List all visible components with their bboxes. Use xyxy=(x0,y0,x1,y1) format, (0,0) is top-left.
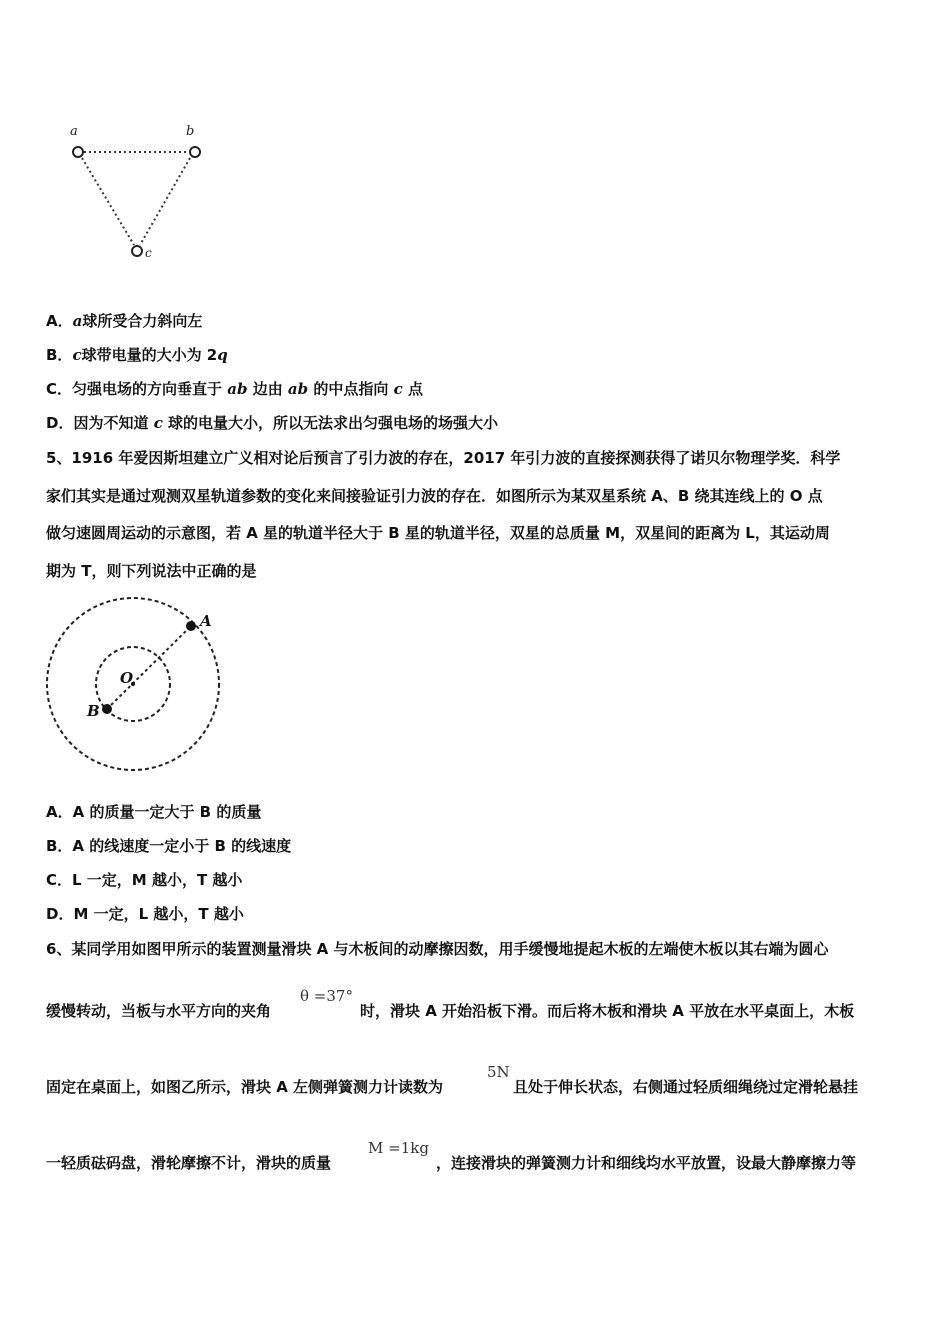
ball-c xyxy=(132,246,142,256)
q6-stem-line3a: 固定在桌面上，如图乙所示，滑块 A 左侧弹簧测力计读数为 xyxy=(46,1078,444,1096)
q5-stem-line2: 家们其实是通过观测双星轨道参数的变化来间接验证引力波的存在．如图所示为某双星系统 A、B 绕其连线上的 O 点 xyxy=(46,487,823,505)
math-theta-angle: θ =37° xyxy=(300,987,353,1005)
q6-stem-line4b: ，连接滑块的弹簧测力计和细线均水平放置，设最大静摩擦力等 xyxy=(436,1154,857,1172)
q6-stem-line2b: 时，滑块 A 开始沿板下滑。而后将木板和滑块 A 平放在水平桌面上，木板 xyxy=(360,1002,855,1020)
q5-stem-line1: 5、1916 年爱因斯坦建立广义相对论后预言了引力波的存在，2017 年引力波的直接探测获得了诺贝尔物理学奖．科学 xyxy=(46,449,841,467)
label-star-b: B xyxy=(87,702,100,720)
q4-option-a: A．a球所受合力斜向左 xyxy=(46,312,203,330)
label-center-o: O xyxy=(120,669,134,687)
q6-stem-line1: 6、某同学用如图甲所示的装置测量滑块 A 与木板间的动摩擦因数，用手缓慢地提起木板的左端使木板以其右端为圆心 xyxy=(46,940,829,958)
ac-dotted-line xyxy=(82,158,134,245)
q5-option-a: A．A 的质量一定大于 B 的质量 xyxy=(46,803,262,821)
q5-option-d: D．M 一定，L 越小，T 越小 xyxy=(46,905,244,923)
ball-a xyxy=(73,147,83,157)
q4-option-d: D．因为不知道 c 球的电量大小，所以无法求出匀强电场的场强大小 xyxy=(46,414,499,432)
q6-stem-line3b: 且处于伸长状态，右侧通过轻质细绳绕过定滑轮悬挂 xyxy=(513,1078,859,1096)
label-c: c xyxy=(145,246,152,260)
figure-binary-star xyxy=(40,592,230,777)
connecting-line xyxy=(107,627,190,709)
math-block-mass: M =1kg xyxy=(368,1139,429,1157)
q5-stem-line4: 期为 T，则下列说法中正确的是 xyxy=(46,562,257,580)
q5-option-b: B．A 的线速度一定小于 B 的线速度 xyxy=(46,837,292,855)
bc-dotted-line xyxy=(140,158,190,245)
q6-stem-line2a: 缓慢转动，当板与水平方向的夹角 xyxy=(46,1002,272,1020)
q5-option-c: C．L 一定，M 越小，T 越小 xyxy=(46,871,243,889)
label-a: a xyxy=(70,124,78,139)
star-b xyxy=(102,704,112,714)
math-spring-force: 5N xyxy=(487,1063,510,1081)
star-a xyxy=(186,621,196,631)
label-b: b xyxy=(186,124,195,139)
q5-stem-line3: 做匀速圆周运动的示意图，若 A 星的轨道半径大于 B 星的轨道半径，双星的总质量 M，双星间的距离为 L，其运动周 xyxy=(46,524,830,542)
figure-charged-balls xyxy=(60,118,230,268)
q4-option-b: B．c球带电量的大小为 2q xyxy=(46,346,228,364)
q6-stem-line4a: 一轻质砝码盘，滑轮摩擦不计，滑块的质量 xyxy=(46,1154,332,1172)
q4-option-c: C．匀强电场的方向垂直于 ab 边由 ab 的中点指向 c 点 xyxy=(46,380,423,398)
ball-b xyxy=(190,147,200,157)
label-star-a: A xyxy=(200,612,212,630)
